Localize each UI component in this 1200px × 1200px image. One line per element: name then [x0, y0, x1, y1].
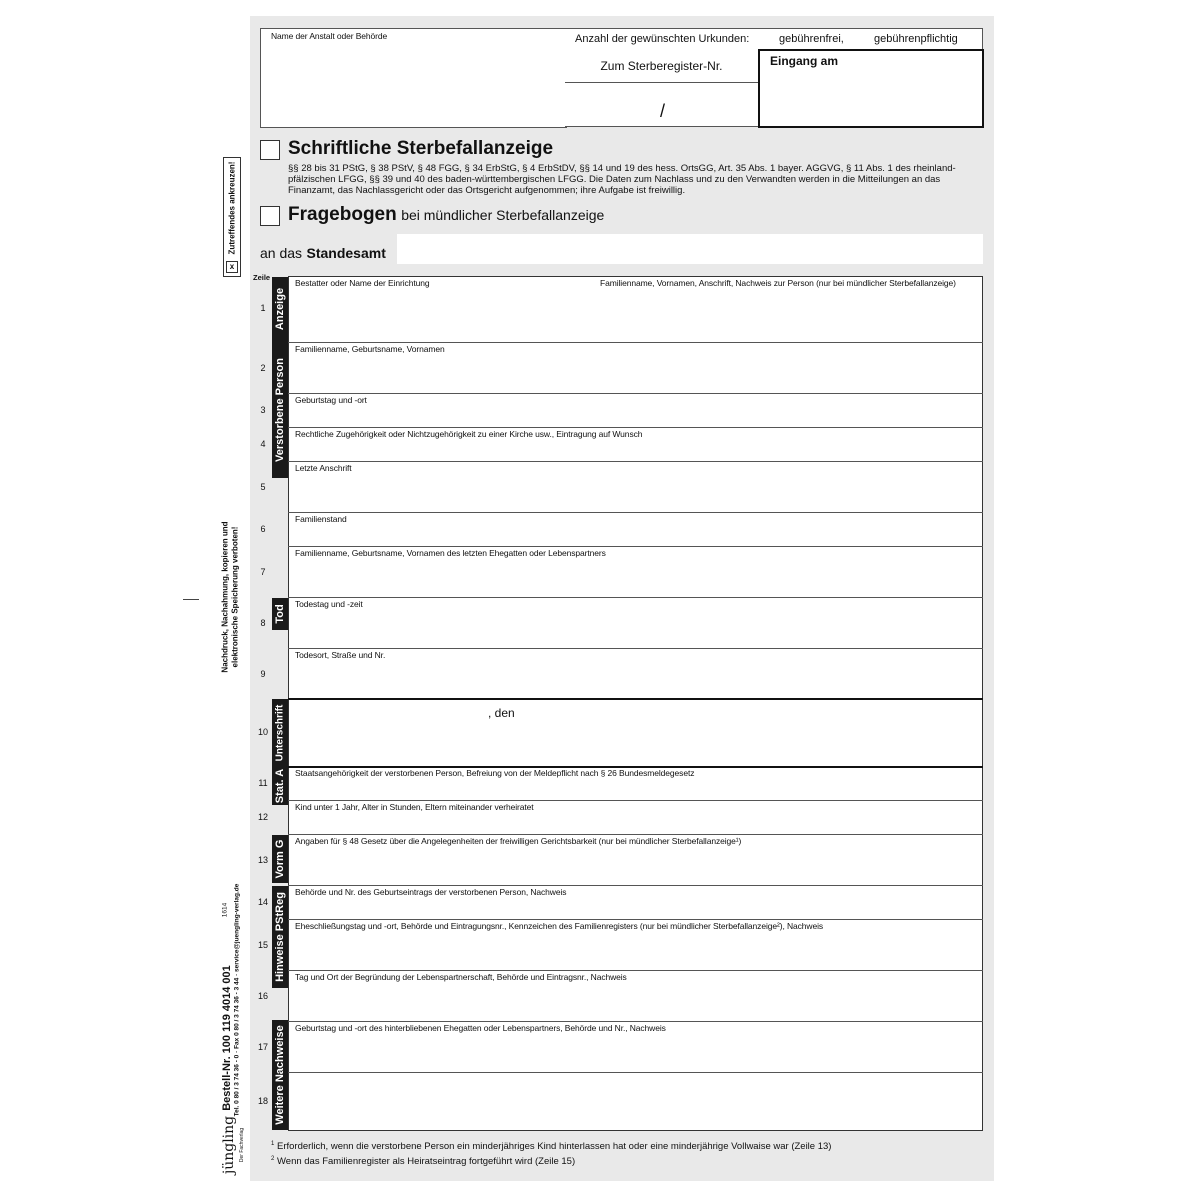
row-number: 6 [260, 524, 266, 534]
registry-office-label [260, 245, 386, 263]
input-nationality[interactable] [290, 780, 980, 799]
input-birth-record[interactable] [290, 899, 980, 918]
publisher-contact: Tel. 0 80 / 3 74 36 - 0 · Fax 0 80 / 3 74 36 - 3 44 · service@juengling-verlag.de [233, 883, 241, 1117]
registry-name: Standesamt [306, 245, 386, 261]
field-label-partnership: Tag und Ort der Begründung der Lebenspartnerschaft, Behörde und Eintragsnr., Nachweis [295, 972, 627, 982]
footnote [271, 1141, 831, 1152]
row-number: 11 [258, 778, 268, 788]
input-marital-status[interactable] [290, 526, 980, 545]
footnote-mark: 2 [271, 1156, 275, 1162]
row-number: 9 [260, 669, 266, 679]
row-number: 4 [260, 439, 266, 449]
row-number: 3 [260, 405, 266, 415]
publisher-tagline: Der Fachverlag [239, 1127, 245, 1163]
copyright-notice-line1: Nachdruck, Nachahmung, kopieren und [220, 521, 230, 673]
row-header-label: Zeile [253, 273, 271, 282]
row-divider [288, 834, 983, 835]
check-hint-text: Zutreffendes ankreuzen! [227, 161, 237, 255]
fold-mark [183, 599, 199, 600]
input-name[interactable] [290, 356, 980, 392]
row-number: 15 [257, 940, 268, 950]
section-label-anzeige: Anzeige [274, 287, 286, 331]
row-divider [288, 546, 983, 547]
row-divider [288, 1072, 983, 1073]
register-slash: / [660, 101, 666, 121]
row-number: 7 [260, 567, 266, 577]
register-number-field[interactable] [565, 49, 759, 127]
field-label-nationality: Staatsangehörigkeit der verstorbenen Person, Befreiung von der Meldepflicht nach § 26 Bundesmeldegesetz [295, 768, 695, 778]
certificates-row [565, 28, 983, 51]
input-surviving-spouse[interactable] [290, 1035, 980, 1071]
copyright-notice-line2: elektronische Speicherung verboten! [230, 526, 240, 668]
section-label-verstorbene-person: Verstorbene Person [274, 358, 286, 462]
oral-questionnaire-checkbox[interactable] [260, 206, 280, 226]
written-report-checkbox[interactable] [260, 140, 280, 160]
row-number: 8 [260, 618, 266, 628]
input-birth[interactable] [290, 407, 980, 426]
row-number: 12 [257, 812, 268, 822]
input-religion[interactable] [290, 441, 980, 460]
input-address[interactable] [290, 475, 980, 511]
row-divider [288, 885, 983, 886]
input-spouse[interactable] [290, 560, 980, 596]
field-label-fgg-info: Angaben für § 48 Gesetz über die Angelegenheiten der freiwilligen Gerichtsbarkeit (nur bei mündlicher Sterbefallanzeige¹) [295, 836, 742, 846]
input-fgg-info[interactable] [290, 848, 980, 884]
field-label-informant: Familienname, Vornamen, Anschrift, Nachweis zur Person (nur bei mündlicher Sterbefallanzeige) [600, 278, 956, 288]
oral-questionnaire-subtitle: bei mündlicher Sterbefallanzeige [401, 207, 605, 223]
field-label-spouse: Familienname, Geburtsname, Vornamen des letzten Ehegatten oder Lebenspartners [295, 548, 606, 558]
field-label-birth-record: Behörde und Nr. des Geburtseintrags der verstorbenen Person, Nachweis [295, 887, 567, 897]
field-label-marriage: Eheschließungstag und -ort, Behörde und Eintragungsnr., Kennzeichen des Familienregisters (nur bei mündlicher Sterbefallanzeige²), Nachweis [295, 921, 824, 931]
row-divider [288, 919, 983, 920]
section-label-tod: Tod [274, 604, 286, 624]
receipt-date-field[interactable] [758, 49, 984, 128]
input-death-time[interactable] [290, 611, 980, 647]
row-number: 10 [257, 727, 268, 737]
footnote-text: Wenn das Familienregister als Heiratseintrag fortgeführt wird (Zeile 15) [276, 1156, 576, 1168]
authority-field[interactable] [260, 28, 567, 128]
receipt-label: Eingang am [770, 54, 839, 68]
row-number: 2 [260, 363, 266, 373]
row-divider [288, 1021, 983, 1022]
footnote [271, 1156, 575, 1167]
section-label-unterschrift: Unterschrift [274, 704, 286, 762]
section-label-hinweise-pstreg: Hinweise PStReg [274, 892, 286, 982]
row-divider [288, 427, 983, 428]
legal-basis-text: §§ 28 bis 31 PStG, § 38 PStV, § 48 FGG, § 34 ErbStG, § 4 ErbStDV, §§ 14 und 19 des hess. OrtsGG, Art. 35 Abs. 1 bayer. AGGVG, § 11 Abs. 1 des rheinland-pfälzischen LFGG, §§ 39 und 40 des baden-württembergischen LFGG. Die Daten zum Nachlass und zu den Verwandten werden in die Mitteilungen an das Finanzamt, das Nachlassgericht oder das Ortsgericht aufgenommen; ihre Aufgabe ist freiwillig. [288, 163, 956, 196]
row-divider-strong [288, 698, 983, 700]
section-label-vorm-g: Vorm G [274, 839, 286, 879]
input-undertaker[interactable] [290, 290, 980, 340]
check-hint-mark: x [226, 261, 238, 273]
publisher-logo: jüngling [221, 1115, 237, 1175]
signature-place-date: , den [488, 706, 515, 720]
row-divider [288, 970, 983, 971]
field-label-surviving-spouse: Geburtstag und -ort des hinterbliebenen Ehegatten oder Lebenspartners, Behörde und Nr., Nachweis [295, 1023, 666, 1033]
fee-required-label[interactable]: gebührenpflichtig [874, 33, 958, 45]
field-label-religion: Rechtliche Zugehörigkeit oder Nichtzugehörigkeit zu einer Kirche usw., Eintragung auf Wunsch [295, 429, 643, 439]
registry-office-input[interactable] [397, 234, 983, 264]
footnote-mark: 1 [271, 1141, 275, 1147]
form-code: 1614 [221, 902, 229, 918]
field-label-marital-status: Familienstand [295, 514, 347, 524]
row-number: 16 [257, 991, 268, 1001]
row-divider [288, 648, 983, 649]
check-hint [223, 157, 241, 277]
row-divider [288, 461, 983, 462]
field-label-address: Letzte Anschrift [295, 463, 352, 473]
row-divider [288, 393, 983, 394]
input-marriage[interactable] [290, 933, 980, 969]
row-number: 14 [257, 897, 268, 907]
row-number: 5 [260, 482, 266, 492]
row-divider [288, 597, 983, 598]
registry-prefix: an das [260, 245, 303, 261]
register-label: Zum Sterberegister-Nr. [600, 59, 723, 73]
row-number: 17 [257, 1042, 268, 1052]
field-label-child-under-1: Kind unter 1 Jahr, Alter in Stunden, Eltern miteinander verheiratet [295, 802, 534, 812]
written-report-title: Schriftliche Sterbefallanzeige [288, 138, 554, 159]
row-divider [288, 512, 983, 513]
section-label-stat-a: Stat. A [274, 768, 286, 804]
field-label-name: Familienname, Geburtsname, Vornamen [295, 344, 445, 354]
fee-free-label[interactable]: gebührenfrei, [779, 33, 844, 45]
field-label-death-time: Todestag und -zeit [295, 599, 363, 609]
oral-questionnaire-title [288, 204, 604, 226]
certificates-label: Anzahl der gewünschten Urkunden: [575, 33, 750, 45]
field-label-birth: Geburtstag und -ort [295, 395, 367, 405]
input-signature[interactable] [290, 701, 980, 765]
field-label-death-place: Todesort, Straße und Nr. [295, 650, 386, 660]
row-divider [288, 342, 983, 343]
section-label-weitere-nachweise: Weitere Nachweise [274, 1025, 286, 1125]
section-bar-weitere-nachweise [272, 1020, 288, 1130]
register-divider [565, 82, 758, 83]
row-number: 18 [257, 1096, 268, 1106]
input-child-under-1[interactable] [290, 814, 980, 833]
input-further-evidence[interactable] [290, 1074, 980, 1129]
input-partnership[interactable] [290, 984, 980, 1020]
order-number: Bestell-Nr. 100 119 4014 001 [221, 965, 233, 1111]
input-death-place[interactable] [290, 662, 980, 697]
oral-questionnaire-heading: Fragebogen [288, 204, 397, 225]
footnote-text: Erforderlich, wenn die verstorbene Person ein minderjähriges Kind hinterlassen hat oder eine minderjährige Vollwaise war (Zeile 13) [276, 1141, 832, 1153]
authority-label: Name der Anstalt oder Behörde [271, 31, 388, 41]
row-number: 13 [257, 855, 268, 865]
field-label-undertaker: Bestatter oder Name der Einrichtung [295, 278, 430, 288]
row-divider [288, 800, 983, 801]
row-number: 1 [260, 303, 266, 313]
